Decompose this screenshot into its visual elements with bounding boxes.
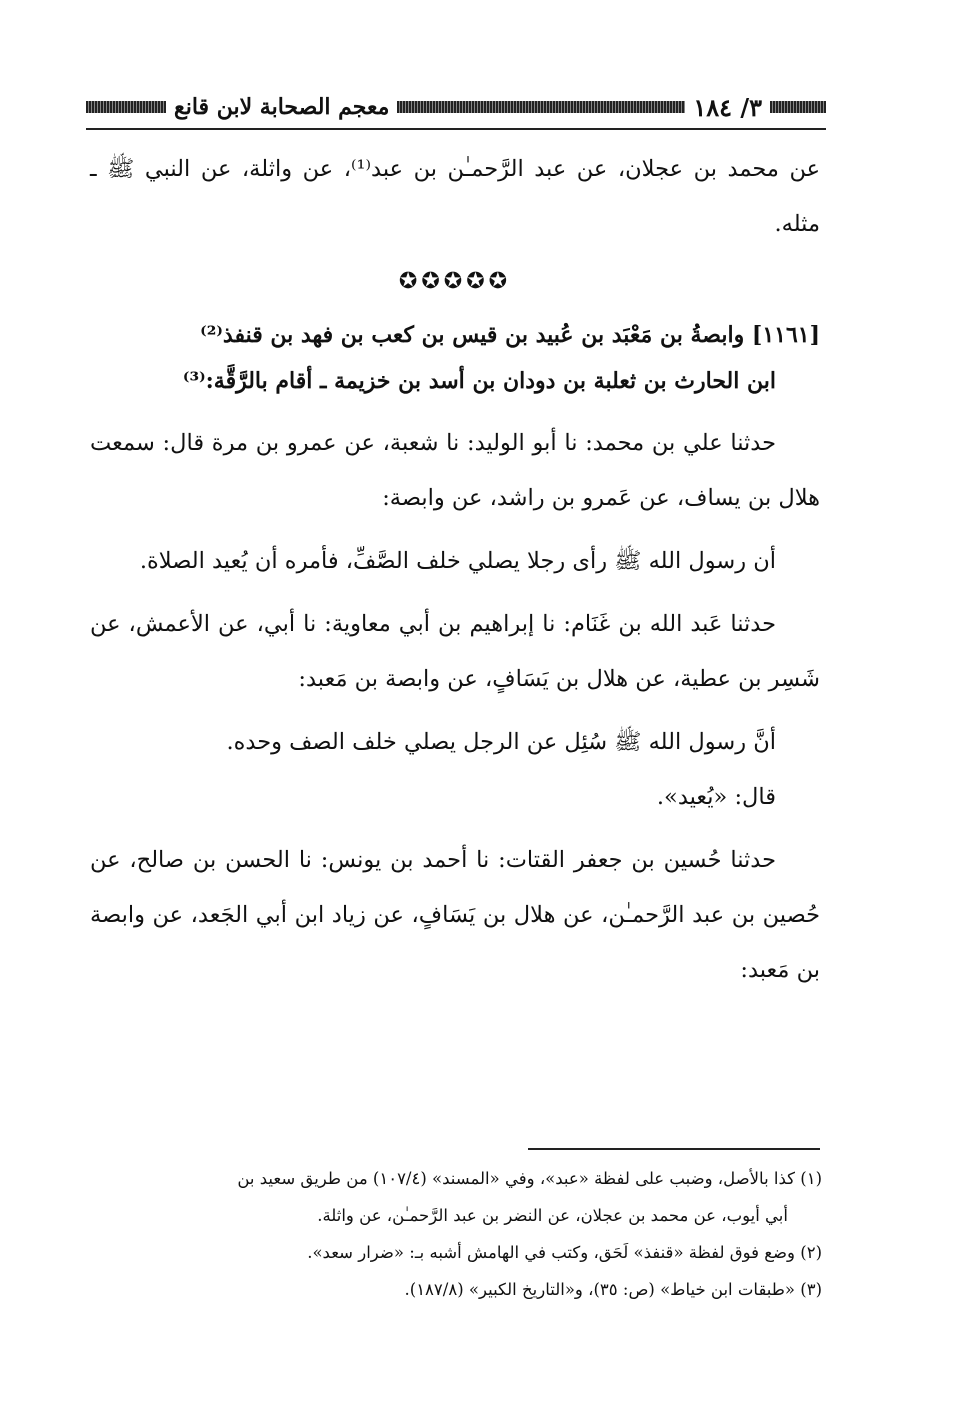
- footnotes: [86, 1160, 822, 1308]
- paragraph-7: حدثنا حُسين بن جعفر القتات: نا أحمد بن يونس: نا الحسن بن صالح، عن حُصين بن عبد الرَّحمـٰن، عن هلال بن يَسَافٍ، عن زياد ابن أبي الجَعد، عن وابصة بن مَعبد:: [90, 847, 820, 983]
- running-header: [86, 88, 826, 126]
- footnote-1-line-1: (١) كذا بالأصل، وضبب على لفظة «عبد»، وفي «المسند» (١٠٧/٤) من طريق سعيد بن: [237, 1169, 822, 1188]
- paragraph-2: حدثنا علي بن محمد: نا أبو الوليد: نا شعبة، عن عمرو بن مرة قال: سمعت هلال بن يساف، عن عَمرو بن راشد، عن وابصة:: [90, 430, 820, 511]
- footnote-rule: [528, 1148, 820, 1150]
- section-separator: ✪✪✪✪✪: [398, 269, 512, 294]
- paragraph-1: عن محمد بن عجلان، عن عبد الرَّحمـٰن بن عبد⁽¹⁾، عن واثلة، عن النبي ﷺ ـ مثله.: [90, 156, 821, 237]
- header-rule: [86, 128, 826, 130]
- footnote-3: (٣) «طبقات ابن خياط» (ص: ٣٥)، و«التاريخ الكبير» (١٨٧/٨).: [404, 1280, 822, 1299]
- book-title: معجم الصحابة لابن قانع: [174, 94, 390, 120]
- paragraph-6: قال: «يُعيد».: [656, 784, 776, 810]
- entry-heading-line-2: ابن الحارث بن ثعلبة بن دودان بن أسد بن خزيمة ـ أقام بالرَّقَّة:⁽³⁾: [182, 368, 776, 394]
- header-ornament-middle: [397, 101, 685, 113]
- page-number: ٣/ ١٨٤: [693, 92, 762, 122]
- footnote-1-line-2: أبي أيوب، عن محمد بن عجلان، عن النضر بن عبد الرَّحمـٰن، عن واثلة.: [317, 1206, 788, 1225]
- main-text: [90, 142, 820, 998]
- paragraph-5: أنَّ رسول الله ﷺ سُئِل عن الرجل يصلي خلف الصف وحده.: [226, 729, 776, 755]
- footnote-2: (٢) وضع فوق لفظة «قنفذ» لَحَق، وكتب في الهامش أشبه بـ: «ضرار سعد».: [307, 1243, 822, 1262]
- paragraph-4: حدثنا عَبد الله بن غَنَام: نا إبراهيم بن أبي معاوية: نا أبي، عن الأعمش، عن شَسِر بن عطية، عن هلال بن يَسَافٍ، عن وابصة بن مَعبد:: [90, 611, 820, 692]
- entry-heading-line-1: [١١٦١] وابصةُ بن مَعْبَد بن عُبيد بن قيس بن كعب بن فهد بن قنفذ⁽²⁾: [200, 322, 820, 348]
- paragraph-3: أن رسول الله ﷺ رأى رجلا يصلي خلف الصَّفِّ، فأمره أن يُعيد الصلاة.: [139, 548, 776, 574]
- header-ornament-left: [86, 101, 166, 113]
- header-ornament-right: [770, 101, 826, 113]
